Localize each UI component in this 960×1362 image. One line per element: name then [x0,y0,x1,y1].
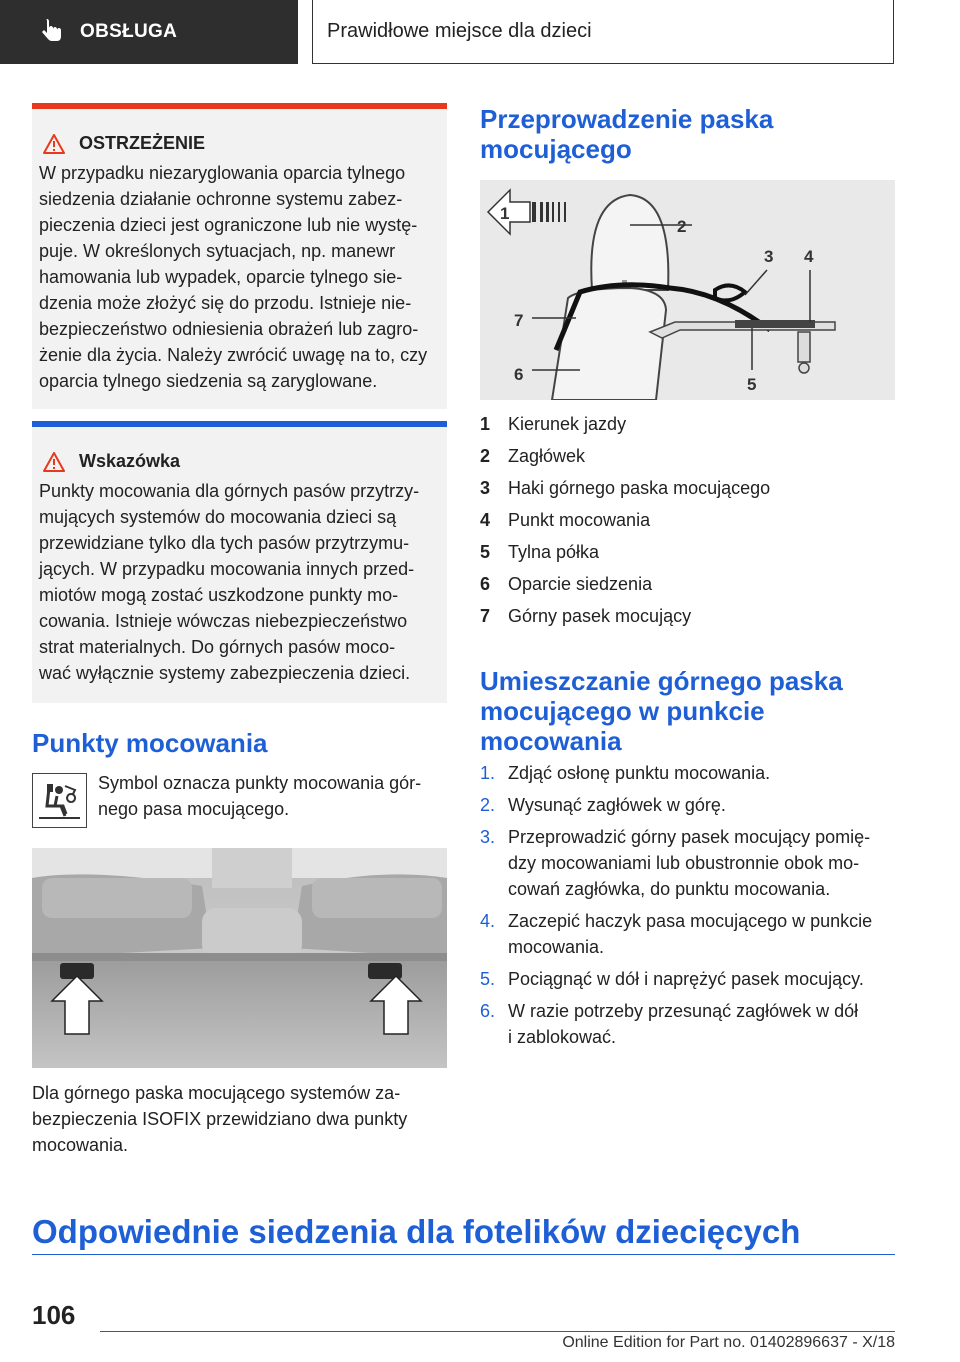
text-line: Symbol oznacza punkty mocowania gór- [98,773,422,793]
section-heading: Odpowiednie siedzenia dla fotelików dziecięcych [32,1213,801,1250]
step-text: mocowania. [508,937,605,957]
warning-box [32,103,447,409]
legend-item [480,443,895,469]
step-text: Pociągnąć w dół i naprężyć pasek mocujący. [508,969,864,989]
text-line: W przypadku niezaryglowania oparcia tylnego [39,163,406,183]
heading-line: mocującego [480,134,632,164]
callout-3: 3 [764,247,774,266]
step-text: Wysunąć zagłówek w górę. [508,795,726,815]
routing-heading [480,104,895,164]
step-text: dzy mocowaniami lub obustronnie obok mo- [508,853,860,873]
text-line: bezpieczeństwo odniesienia obrażeń lub zagro- [39,319,419,339]
footer-edition: Online Edition for Part no. 01402896637 - X/18 [562,1334,895,1351]
text-line: cowania. Istnieje wówczas niebezpieczeństwo [39,611,408,631]
warning-header [43,133,439,154]
callout-7: 7 [514,311,524,330]
legend-item [480,603,895,629]
headrest-strap-diagram [480,180,895,400]
callout-4: 4 [804,247,814,266]
callout-5: 5 [747,375,757,394]
legend-number: 2 [480,446,491,466]
step-item [480,998,900,1050]
step-item [480,760,900,786]
hand-pointer-icon [38,19,64,45]
step-number: 3. [480,827,496,847]
legend-number: 6 [480,574,491,594]
page-title: Prawidłowe miejsce dla dzieci [327,20,592,42]
callout-6: 6 [514,365,524,384]
placing-steps [480,760,900,1050]
text-line: miotów mogą zostać uszkodzone punkty mo- [39,585,399,605]
step-text: W razie potrzeby przesunąć zagłówek w dół [508,1001,859,1021]
text-line: siedzenia działanie ochronne systemu zabez- [39,189,403,209]
symbol-description [98,770,450,822]
legend-item [480,411,895,437]
text-line: żenie dla życia. Należy zwrócić uwagę na to, czy [39,345,428,365]
note-header [43,451,439,472]
legend-number: 7 [480,606,491,626]
text-line: mocowania. [32,1135,129,1155]
legend-item [480,507,895,533]
callout-1: 1 [500,204,510,223]
legend-number: 5 [480,542,491,562]
text-line: jących. W przypadku mocowania innych przed- [39,559,415,579]
text-line: puje. W określonych sytuacjach, np. manewr [39,241,396,261]
rear-shelf-photo [32,848,447,1068]
step-number: 5. [480,969,496,989]
text-line: mujących systemów do mocowania dzieci są [39,507,397,527]
legend-label: Haki górnego paska mocującego [508,478,771,498]
callout-2: 2 [677,217,687,236]
section-divider [32,1254,895,1255]
legend-item [480,571,895,597]
legend-label: Kierunek jazdy [508,414,627,434]
warning-triangle-icon [43,134,65,154]
step-text: Zaczepić haczyk pasa mocującego w punkcie [508,911,873,931]
step-item [480,824,900,902]
text-line: pieczenia dzieci jest ograniczone lub nie wystę- [39,215,418,235]
legend-label: Punkt mocowania [508,510,651,530]
text-line: oparcia tylnego siedzenia są zaryglowane. [39,371,378,391]
anchor-caption [32,1080,447,1158]
text-line: bezpieczenia ISOFIX przewidziano dwa punkty [32,1109,408,1129]
section-label: OBSŁUGA [80,21,178,42]
text-line: hamowania lub wypadek, oparcie tylnego sie- [39,267,403,287]
text-line: nego pasa mocującego. [98,799,290,819]
text-line: Punkty mocowania dla górnych pasów przytrzy- [39,481,420,501]
placing-heading [480,666,895,756]
section-tab [0,0,298,64]
step-item [480,966,900,992]
legend-label: Oparcie siedzenia [508,574,653,594]
text-line: strat materialnych. Do górnych pasów moco- [39,637,396,657]
step-item [480,908,900,960]
rear-shelf-image [32,848,447,1068]
warning-title: OSTRZEŻENIE [79,133,206,153]
child-seat-anchor-icon [33,774,86,827]
text-line: przewidziane tylko dla tych pasów przytrzymu- [39,533,410,553]
page-number: 106 [32,1300,76,1330]
legend-label: Górny pasek mocujący [508,606,692,626]
step-text: i zablokować. [508,1027,617,1047]
legend-number: 1 [480,414,491,434]
note-title: Wskazówka [79,451,181,471]
heading-line: Umieszczanie górnego paska [480,666,843,696]
legend-label: Tylna półka [508,542,600,562]
note-box [32,421,447,703]
heading-line: mocującego w punkcie [480,696,765,726]
step-item [480,792,900,818]
step-number: 2. [480,795,496,815]
legend-label: Zagłówek [508,446,586,466]
legend-item [480,539,895,565]
step-text: Zdjąć osłonę punktu mocowania. [508,763,771,783]
heading-line: mocowania [480,726,622,756]
legend-item [480,475,895,501]
page-header [312,0,894,64]
heading-line: Przeprowadzenie paska [480,104,774,134]
footer-divider [100,1331,895,1332]
step-text: Przeprowadzić górny pasek mocujący pomię- [508,827,871,847]
strap-routing-diagram [480,180,895,400]
legend-number: 3 [480,478,491,498]
step-number: 4. [480,911,496,931]
text-line: wać wyłącznie systemy zabezpieczenia dzieci. [39,663,411,683]
warning-text [39,160,439,394]
step-text: cowań zagłówka, do punktu mocowania. [508,879,831,899]
warning-triangle-icon [43,452,65,472]
step-number: 1. [480,763,496,783]
legend-number: 4 [480,510,491,530]
step-number: 6. [480,1001,496,1021]
anchor-points-heading: Punkty mocowania [32,728,268,758]
text-line: dzenia może złożyć się do przodu. Istnieje nie- [39,293,412,313]
diagram-legend [480,411,895,629]
isofix-symbol [32,773,87,828]
text-line: Dla górnego paska mocującego systemów za- [32,1083,401,1103]
note-text [39,478,439,686]
